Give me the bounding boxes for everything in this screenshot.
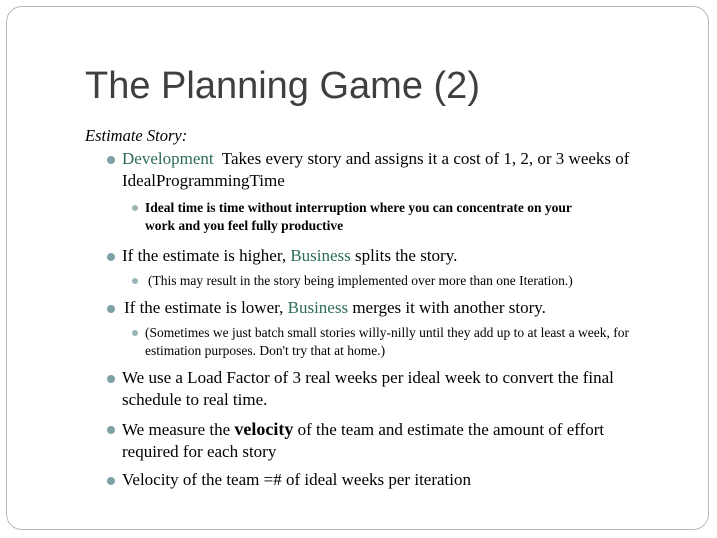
accent-business: Business [287, 298, 349, 317]
item-text: If the estimate is lower, [124, 298, 288, 317]
bullet-icon [132, 330, 138, 336]
item-text-post: of the team and estimate the amount of effort [293, 420, 605, 439]
item-text: (Sometimes we just batch small stories willy-nilly until they add up to at least a week, for [145, 325, 630, 340]
list-item-estimate-lower [124, 297, 546, 319]
item-text: Takes every story and assigns it a cost of 1, 2, or 3 weeks of [213, 149, 630, 168]
accent-development: Development [122, 149, 214, 168]
list-item-ideal-time [145, 199, 572, 235]
bullet-icon [107, 375, 115, 383]
item-text: We use a Load Factor of 3 real weeks per ideal week to convert the final [122, 368, 614, 387]
bullet-icon [107, 305, 115, 313]
item-text-continued: required for each story [122, 442, 277, 461]
slide-title: The Planning Game (2) [85, 65, 480, 107]
item-text-post: merges it with another story. [348, 298, 546, 317]
item-text-continued: IdealProgrammingTime [122, 171, 285, 190]
item-text-continued: work and you feel fully productive [145, 218, 344, 233]
list-item-iteration-note [148, 272, 573, 290]
item-text: If the estimate is higher, [122, 246, 291, 265]
bullet-icon [107, 156, 115, 164]
item-text-continued: estimation purposes. Don't try that at home.) [145, 343, 386, 358]
item-text: Velocity of the team =# of ideal weeks per iteration [122, 470, 471, 489]
list-item-batch-note [145, 324, 629, 360]
list-item-velocity [122, 418, 604, 463]
slide [6, 6, 709, 530]
bullet-icon [107, 477, 115, 485]
velocity-term: velocity [234, 419, 294, 439]
accent-business: Business [290, 246, 351, 265]
list-item-velocity-definition [122, 469, 471, 491]
bullet-icon [132, 278, 138, 284]
bullet-icon [107, 253, 115, 261]
item-text: We measure the [122, 420, 235, 439]
slide-subtitle: Estimate Story: [85, 126, 188, 145]
bullet-icon [132, 205, 138, 211]
list-item-estimate-higher [122, 245, 457, 267]
item-text: Ideal time is time without interruption where you can concentrate on your [145, 200, 572, 215]
item-text-post: splits the story. [350, 246, 458, 265]
list-item-load-factor [122, 367, 614, 411]
item-text: (This may result in the story being implemented over more than one Iteration.) [148, 273, 573, 288]
item-text-continued: schedule to real time. [122, 390, 268, 409]
list-item-development [122, 148, 629, 192]
bullet-icon [107, 426, 115, 434]
